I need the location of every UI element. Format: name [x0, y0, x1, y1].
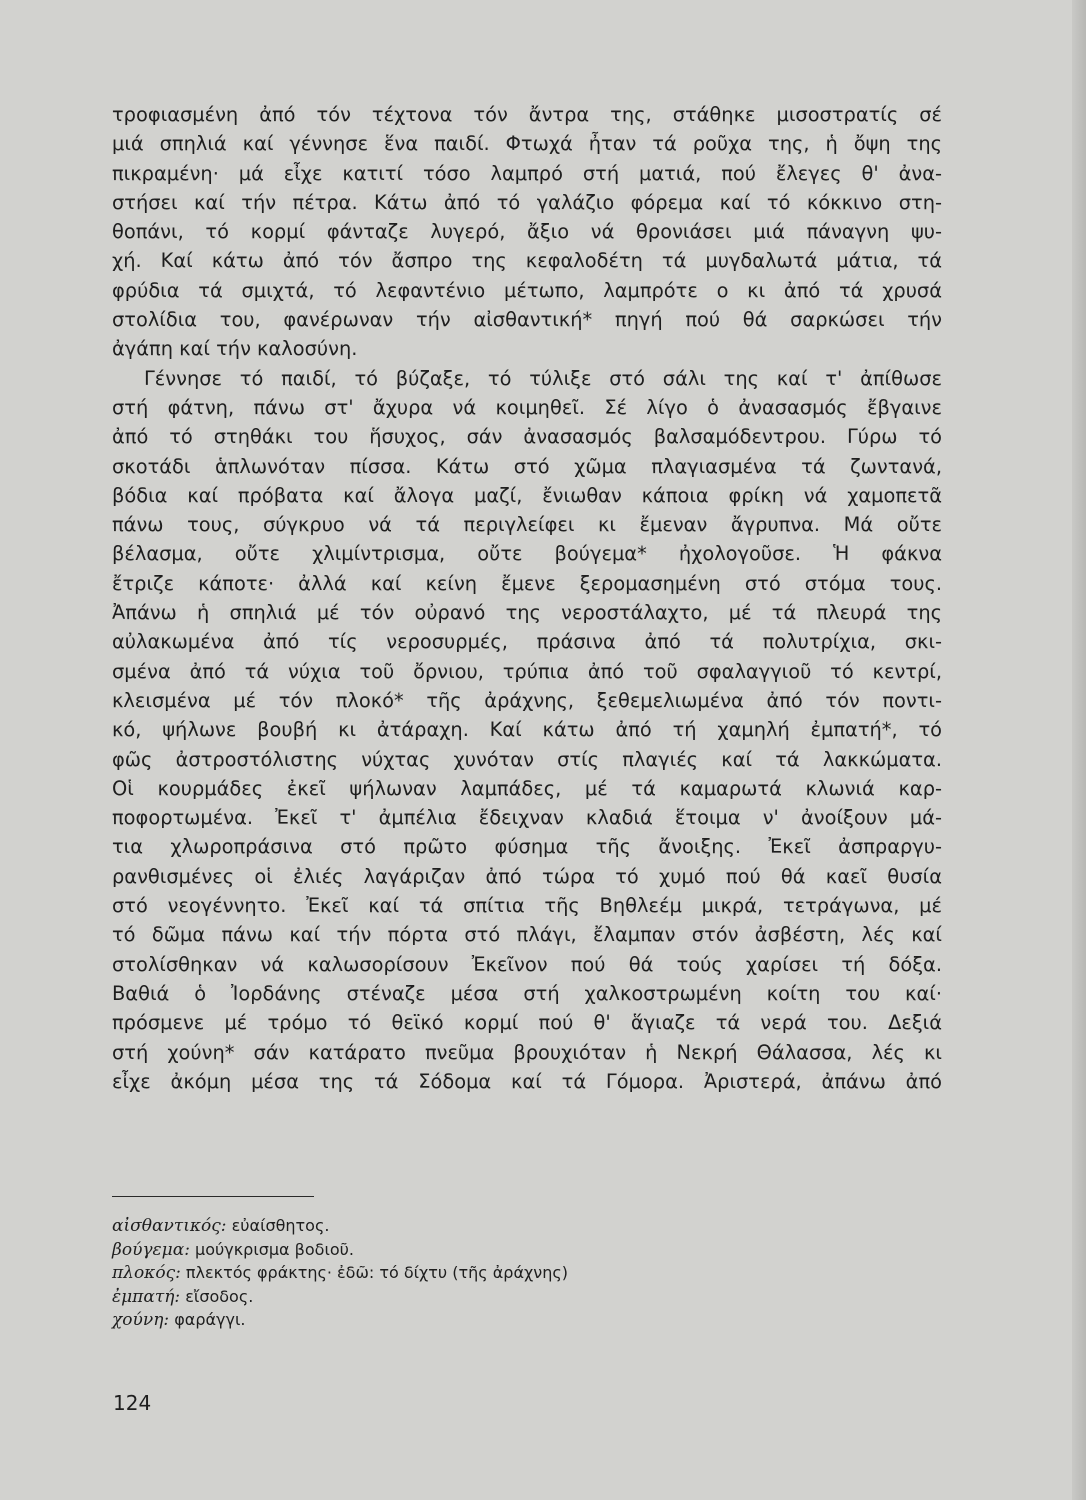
text-line: στή χούνη* σάν κατάρατο πνεῦμα βρουχιόταν ἡ Νεκρή Θάλασσα, λές κι — [112, 1040, 942, 1064]
text-line: ἔτριζε κάποτε· ἀλλά καί κείνη ἔμενε ξερομασημένη στό στόμα τους. — [112, 571, 942, 595]
footnotes — [112, 1214, 812, 1332]
text-line: στήσει καί τήν πέτρα. Κάτω ἀπό τό γαλάζιο φόρεμα καί τό κόκκινο στη- — [112, 190, 942, 214]
text-line: θοπάνι, τό κορμί φάνταζε λυγερό, ἄξιο νά θρονιάσει μιά πάναγνη ψυ- — [112, 220, 942, 244]
text-line: μιά σπηλιά καί γέννησε ἕνα παιδί. Φτωχά ἦταν τά ροῦχα της, ἡ ὄψη της — [112, 132, 942, 156]
footnote-definition: φαράγγι. — [174, 1310, 246, 1329]
footnote — [112, 1308, 812, 1332]
footnote-term: αἰσθαντικός: — [112, 1216, 227, 1236]
text-line: ποφορτωμένα. Ἐκεῖ τ' ἀμπέλια ἔδειχναν κλαδιά ἕτοιμα ν' ἀνοίξουν μά- — [112, 806, 942, 830]
text-line: κό, ψήλωνε βουβή κι ἀτάραχη. Καί κάτω ἀπό τή χαμηλή ἐμπατή*, τό — [112, 718, 942, 742]
text-line: στολίσθηκαν νά καλωσορίσουν Ἐκεῖνον πού θά τούς χαρίσει τή δόξα. — [112, 952, 942, 976]
text-line: τροφιασμένη ἀπό τόν τέχτονα τόν ἄντρα της, στάθηκε μισοστρατίς σέ — [112, 103, 942, 126]
text-line: σκοτάδι ἁπλωνόταν πίσσα. Κάτω στό χῶμα πλαγιασμένα τά ζωντανά, — [112, 454, 942, 478]
page-edge-shadow — [1072, 0, 1086, 1500]
text-line: αὐλακωμένα ἀπό τίς νεροσυρμές, πράσινα ἀπό τά πολυτρίχια, σκι- — [112, 630, 942, 654]
page-number: 124 — [113, 1391, 152, 1415]
footnote-definition: εἴσοδος. — [185, 1286, 254, 1306]
footnote-term: βούγεμα: — [112, 1239, 190, 1260]
footnote — [112, 1214, 812, 1238]
paragraph-end-line: ἀγάπη καί τήν καλοσύνη. — [112, 337, 358, 361]
footnote-divider — [112, 1196, 314, 1197]
text-line: εἶχε ἀκόμη μέσα της τά Σόδομα καί τά Γόμορα. Ἀριστερά, ἀπάνω ἀπό — [112, 1069, 942, 1093]
text-line: τό δῶμα πάνω καί τήν πόρτα στό πλάγι, ἔλαμπαν στόν ἀσβέστη, λές καί — [112, 923, 942, 947]
footnote — [112, 1238, 812, 1262]
footnote-definition: πλεκτός φράκτης· ἐδῶ: τό δίχτυ (τῆς ἀράχνης) — [185, 1263, 568, 1282]
text-line: στολίδια του, φανέρωναν τήν αἰσθαντική* πηγή πού θά σαρκώσει τήν — [112, 308, 942, 332]
text-line: ἀπό τό στηθάκι του ἥσυχος, σάν ἀνασασμός βαλσαμόδεντρου. Γύρω τό — [112, 425, 942, 449]
paragraph-start-line: Γέννησε τό παιδί, τό βύζαξε, τό τύλιξε στό σάλι της καί τ' ἀπίθωσε — [144, 366, 942, 390]
text-line: στή φάτνη, πάνω στ' ἄχυρα νά κοιμηθεῖ. Σέ λίγο ὁ ἀνασασμός ἔβγαινε — [112, 395, 942, 419]
footnote-term: πλοκός: — [112, 1263, 181, 1283]
text-line: Βαθιά ὁ Ἰορδάνης στέναζε μέσα στή χαλκοστρωμένη κοίτη του καί· — [112, 981, 942, 1005]
text-line: φῶς ἀστροστόλιστης νύχτας χυνόταν στίς πλαγιές καί τά λακκώματα. — [112, 747, 942, 771]
text-line: πάνω τους, σύγκρυο νά τά περιγλείφει κι ἔμεναν ἄγρυπνα. Μά οὔτε — [112, 513, 942, 537]
text-line: βόδια καί πρόβατα καί ἄλογα μαζί, ἔνιωθαν κάποια φρίκη νά χαμοπετᾶ — [112, 483, 942, 507]
footnote-term: χούνη: — [112, 1310, 170, 1330]
text-line: τια χλωροπράσινα στό πρῶτο φύσημα τῆς ἄνοιξης. Ἐκεῖ ἀσπραργυ- — [112, 835, 942, 859]
text-line: στό νεογέννητο. Ἐκεῖ καί τά σπίτια τῆς Βηθλεέμ μικρά, τετράγωνα, μέ — [112, 894, 942, 918]
text-line: Ἀπάνω ἡ σπηλιά μέ τόν οὐρανό της νεροστάλαχτο, μέ τά πλευρά της — [112, 601, 942, 625]
text-line: ρανθισμένες οἱ ἐλιές λαγάριζαν ἀπό τώρα τό χυμό πού θά καεῖ θυσία — [112, 864, 942, 888]
body-text — [112, 100, 942, 1096]
footnote-term: ἐμπατή: — [112, 1286, 181, 1307]
text-line: σμένα ἀπό τά νύχια τοῦ ὄρνιου, τρύπια ἀπό τοῦ σφαλαγγιοῦ τό κεντρί, — [112, 659, 942, 683]
text-line: βέλασμα, οὔτε χλιμίντρισμα, οὔτε βούγεμα* ἠχολογοῦσε. Ἡ φάκνα — [112, 542, 942, 566]
text-line: Οἱ κουρμάδες ἐκεῖ ψήλωναν λαμπάδες, μέ τά καμαρωτά κλωνιά καρ- — [112, 776, 942, 800]
text-line: χή. Καί κάτω ἀπό τόν ἄσπρο της κεφαλοδέτη τά μυγδαλωτά μάτια, τά — [112, 249, 942, 273]
text-line: πικραμένη· μά εἶχε κατιτί τόσο λαμπρό στή ματιά, πού ἔλεγες θ' ἀνα- — [112, 161, 942, 185]
footnote — [112, 1261, 812, 1285]
footnote-definition: μούγκρισμα βοδιοῦ. — [195, 1239, 355, 1259]
footnote — [112, 1285, 812, 1309]
text-line: πρόσμενε μέ τρόμο τό θεϊκό κορμί πού θ' ἅγιαζε τά νερά του. Δεξιά — [112, 1011, 942, 1035]
text-line: φρύδια τά σμιχτά, τό λεφαντένιο μέτωπο, λαμπρότε ο κι ἀπό τά χρυσά — [112, 278, 942, 302]
text-line: κλεισμένα μέ τόν πλοκό* τῆς ἀράχνης, ξεθεμελιωμένα ἀπό τόν ποντι- — [112, 688, 942, 712]
footnote-definition: εὐαίσθητος. — [231, 1216, 330, 1235]
